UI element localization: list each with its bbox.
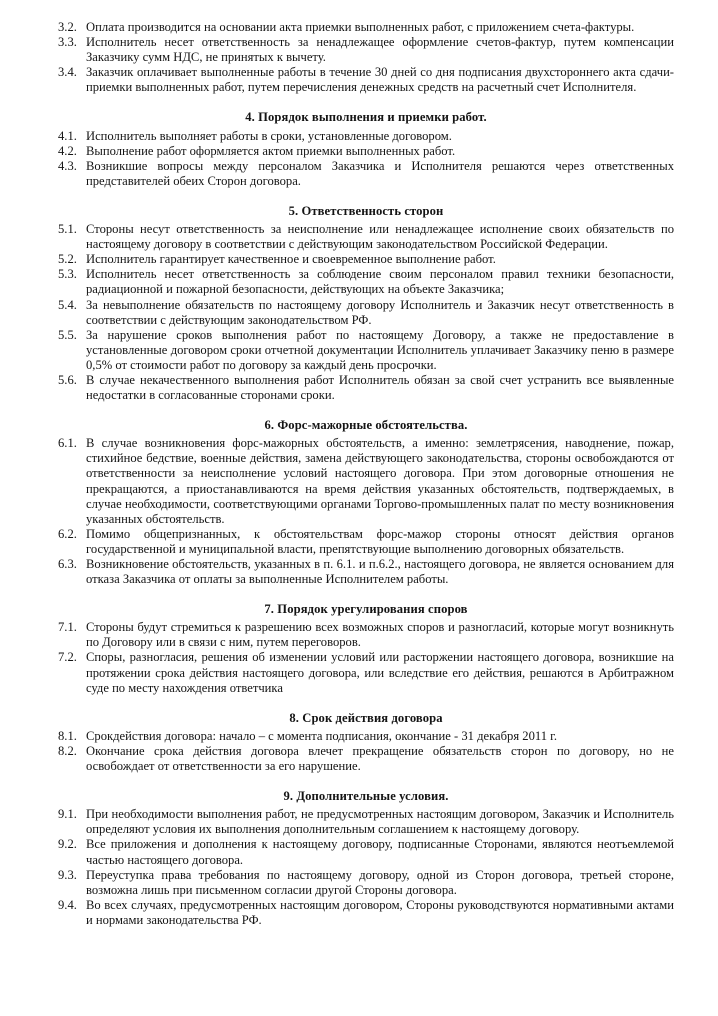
clause-number: 8.2. xyxy=(58,743,77,758)
clause-item xyxy=(58,20,674,35)
clause-text: Во всех случаях, предусмотренных настоящим договором, Стороны руководствуются нормативными актами и нормами законодательства РФ. xyxy=(86,897,674,927)
clause-text: Помимо общепризнанных, к обстоятельствам форс-мажор стороны относят действия органов государственной и муниципальной власти, препятствующие выполнению договорных обязательств. xyxy=(86,526,674,556)
clause-text: Переуступка права требования по настоящему договору, одной из Сторон договора, третьей стороне, возможна лишь при письменном согласии другой Стороны договора. xyxy=(86,867,674,897)
clause-number: 5.4. xyxy=(58,297,77,312)
clause-item xyxy=(58,373,674,403)
section-heading: 5. Ответственность сторон xyxy=(288,203,444,218)
clause-item xyxy=(58,35,674,65)
clause-text: В случае некачественного выполнения работ Исполнитель обязан за свой счет устранить все выявленные недостатки в согласованные сторонами сроки. xyxy=(86,372,674,403)
clause-number: 5.1. xyxy=(58,222,77,237)
clause-number: 4.3. xyxy=(58,158,77,173)
clause-number: 3.4. xyxy=(58,65,77,80)
clause-item xyxy=(58,898,674,928)
clause-number: 8.1. xyxy=(58,728,77,743)
section-heading: 9. Дополнительные условия. xyxy=(283,789,449,804)
section-s5 xyxy=(58,204,674,403)
section-heading: 6. Форс-мажорные обстоятельства. xyxy=(264,418,468,433)
clause-text: При необходимости выполнения работ, не предусмотренных настоящим договором, Заказчик и Исполнитель определяют условия их выполнения дополнительным соглашением к настоящему договору. xyxy=(86,807,674,837)
clause-text: За нарушение сроков выполнения работ по настоящему Договору, а также не предоставление в установленные договором сроки отчетной документации Исполнитель уплачивает Заказчику пеню в размере 0,5% от стоимости работ по договору за каждый день просрочки. xyxy=(86,327,674,372)
clause-item xyxy=(58,129,674,144)
clause-number: 6.1. xyxy=(58,436,77,451)
clause-item xyxy=(58,807,674,837)
clause-text: Исполнитель гарантирует качественное и своевременное выполнение работ. xyxy=(86,252,496,267)
clause-text: Исполнитель несет ответственность за ненадлежащее оформление счетов-фактур, путем компенсации Заказчику сумм НДС, не принятых к вычету. xyxy=(86,35,674,65)
clause-item xyxy=(58,267,674,297)
clause-item xyxy=(58,328,674,373)
clause-number: 3.2. xyxy=(58,20,77,34)
clause-text: Оплата производится на основании акта приемки выполненных работ, с приложением счета-фактуры. xyxy=(86,20,635,34)
clause-item xyxy=(58,252,674,267)
clause-item xyxy=(58,729,674,744)
clause-text: В случае возникновения форс-мажорных обстоятельств, а именно: землетрясения, наводнение, пожар, стихийное бедствие, военные действия, замена действующего законодательства, стороны освобождаются от ответственности за неисполнение условий настоящего договора. При этом договорные отношения не прекращаются, а приостанавливаются на время действия указанных обстоятельств, подтверждаемых, в случае необходимости, соответствующими органами Торгово-промышленных палат по месту возникновения указанных обстоятельств. xyxy=(86,436,674,526)
clause-number: 6.3. xyxy=(58,557,77,571)
clause-number: 5.6. xyxy=(58,372,77,387)
clause-number: 9.2. xyxy=(58,837,77,852)
clause-item xyxy=(58,837,674,867)
clause-item xyxy=(58,144,674,159)
clause-item xyxy=(58,436,674,527)
clause-text: Выполнение работ оформляется актом приемки выполненных работ. xyxy=(86,143,456,158)
section-heading: 4. Порядок выполнения и приемки работ. xyxy=(245,110,487,125)
clause-item xyxy=(58,65,674,95)
clause-text: Споры, разногласия, решения об изменении условий или расторжении настоящего договора, возникшие на протяжении срока действия настоящего договора, или вследствие его действия, решаются в Арбитражном суде по месту нахождения ответчика xyxy=(86,650,674,695)
section-s4 xyxy=(58,110,674,188)
clause-number: 7.1. xyxy=(58,620,77,635)
clause-text: Исполнитель несет ответственность за соблюдение своим персоналом правил техники безопасности, радиационной и пожарной безопасности, действующих на объекте Заказчика; xyxy=(86,267,674,297)
clause-item xyxy=(58,298,674,328)
clause-item xyxy=(58,222,674,252)
clause-item xyxy=(58,650,674,695)
section-heading: 7. Порядок урегулирования споров xyxy=(264,602,468,617)
clause-text: Исполнитель выполняет работы в сроки, установленные договором. xyxy=(86,128,452,143)
section-s3 xyxy=(58,20,674,95)
clause-text: За невыполнение обязательств по настоящему договору Исполнитель и Заказчик несут ответственность в соответствии с действующим законодательством РФ. xyxy=(86,297,674,327)
clause-text: Окончание срока действия договора влечет прекращение обязательств сторон по договору, но не освобождает от ответственности за его нарушение. xyxy=(86,743,674,774)
clause-text: Возникновение обстоятельств, указанных в п. 6.1. и п.6.2., настоящего договора, не является основанием для отказа Заказчика от оплаты за выполненные Исполнителем работы. xyxy=(86,557,674,587)
clause-number: 5.3. xyxy=(58,267,77,282)
clause-text: Все приложения и дополнения к настоящему договору, подписанные Сторонами, являются неотъемлемой частью настоящего договора. xyxy=(86,837,674,867)
clause-text: Возникшие вопросы между персоналом Заказчика и Исполнителя решаются через ответственных представителей обеих Сторон договора. xyxy=(86,158,674,188)
clause-item xyxy=(58,527,674,557)
clause-number: 5.5. xyxy=(58,327,77,342)
clause-text: Срокдействия договора: начало – с момента подписания, окончание - 31 декабря 2011 г. xyxy=(86,728,558,743)
section-s9 xyxy=(58,789,674,928)
section-s7 xyxy=(58,602,674,696)
clause-number: 4.2. xyxy=(58,143,77,158)
section-s6 xyxy=(58,418,674,587)
clause-text: Стороны несут ответственность за неисполнение или ненадлежащее исполнение своих обязательств по настоящему договору в соответствии с действующим законодательством Российской Федерации. xyxy=(86,222,674,252)
clause-number: 3.3. xyxy=(58,35,77,50)
clause-item xyxy=(58,557,674,587)
clause-item xyxy=(58,159,674,189)
clause-number: 9.4. xyxy=(58,897,77,912)
clause-number: 9.3. xyxy=(58,867,77,882)
section-s8 xyxy=(58,711,674,774)
clause-number: 5.2. xyxy=(58,252,77,267)
clause-item xyxy=(58,620,674,650)
clause-number: 4.1. xyxy=(58,128,77,143)
clause-number: 7.2. xyxy=(58,650,77,665)
clause-item xyxy=(58,744,674,774)
section-heading: 8. Срок действия договора xyxy=(289,710,443,725)
clause-number: 6.2. xyxy=(58,526,77,541)
clause-text: Стороны будут стремиться к разрешению всех возможных споров и разногласий, которые могут возникнуть по Договору или в связи с ним, путем переговоров. xyxy=(86,620,674,650)
clause-number: 9.1. xyxy=(58,807,77,822)
clause-item xyxy=(58,868,674,898)
clause-text: Заказчик оплачивает выполненные работы в течение 30 дней со дня подписания двухстороннего акта сдачи-приемки выполненных работ, путем перечисления денежных средств на расчетный счет Исполнителя. xyxy=(86,65,674,95)
